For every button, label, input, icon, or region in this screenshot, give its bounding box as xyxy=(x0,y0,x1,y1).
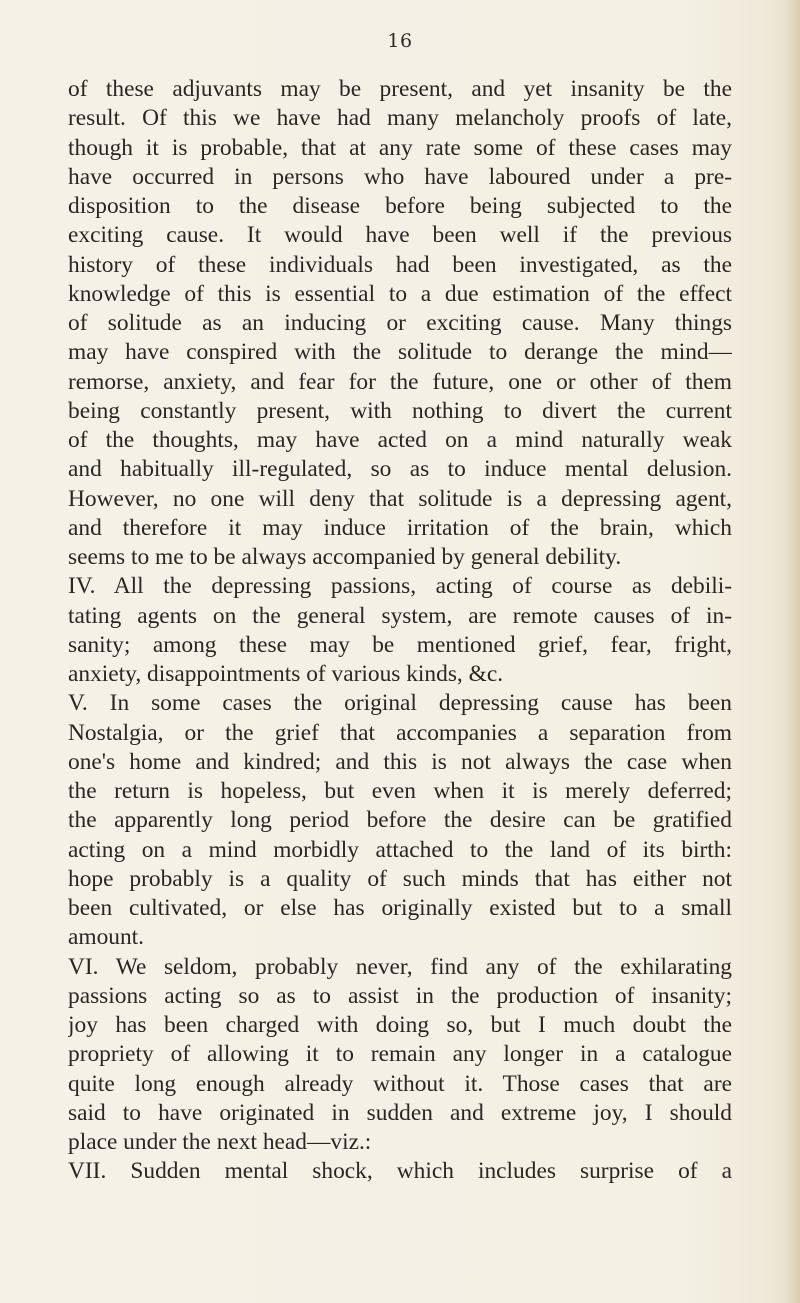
text-line: been cultivated, or else has originally existed but to a small xyxy=(68,895,732,921)
text-line: knowledge of this is essential to a due estimation of the effect xyxy=(68,280,732,307)
text-line: tating agents on the general system, are remote causes of in- xyxy=(68,602,732,629)
text-line: anxiety, disappointments of various kinds, &c. xyxy=(68,661,504,687)
text-line: being constantly present, with nothing to divert the current xyxy=(68,397,732,424)
text-line: acting on a mind morbidly attached to the land of its birth: xyxy=(68,836,732,863)
text-line: propriety of allowing it to remain any longer in a catalogue xyxy=(68,1041,732,1068)
text-line: history of these individuals had been investigated, as the xyxy=(68,251,732,278)
text-line: of solitude as an inducing or exciting cause. Many things xyxy=(68,310,732,336)
text-line: said to have originated in sudden and extreme joy, I should xyxy=(68,1099,732,1126)
page-edge-shadow xyxy=(786,0,800,1303)
text-line: V. In some cases the original depressing cause has been xyxy=(68,690,732,717)
text-line: joy has been charged with doing so, but I much doubt the xyxy=(68,1012,732,1038)
text-line: and therefore it may induce irritation of the brain, which xyxy=(68,514,732,541)
text-line: the return is hopeless, but even when it is merely deferred; xyxy=(68,778,732,804)
text-line: of these adjuvants may be present, and yet insanity be the xyxy=(68,76,732,102)
page-number: 16 xyxy=(387,30,413,52)
text-line: though it is probable, that at any rate some of these cases may xyxy=(68,134,732,161)
text-line: sanity; among these may be mentioned grief, fear, fright, xyxy=(68,631,732,658)
text-line: amount. xyxy=(68,924,145,951)
text-line: passions acting so as to assist in the production of insanity; xyxy=(68,982,732,1009)
text-line: the apparently long period before the desire can be gratified xyxy=(68,807,732,834)
text-line: exciting cause. It would have been well if the previous xyxy=(68,222,732,249)
text-line: result. Of this we have had many melancholy proofs of late, xyxy=(68,105,732,132)
text-line: remorse, anxiety, and fear for the future, one or other of them xyxy=(68,368,732,395)
text-line: Nostalgia, or the grief that accompanies a separation from xyxy=(68,719,732,746)
text-line: and habitually ill-regulated, so as to induce mental delusion. xyxy=(68,456,732,483)
body-text xyxy=(68,75,732,1187)
text-line: VII. Sudden mental shock, which includes surprise of a xyxy=(68,1158,732,1185)
text-line: However, no one will deny that solitude is a depressing agent, xyxy=(68,485,732,512)
text-line: disposition to the disease before being subjected to the xyxy=(68,193,732,219)
text-line: have occurred in persons who have laboured under a pre- xyxy=(68,163,732,190)
text-line: may have conspired with the solitude to derange the mind— xyxy=(68,339,732,366)
text-line: one's home and kindred; and this is not always the case when xyxy=(68,748,732,775)
text-line: place under the next head—viz.: xyxy=(68,1129,372,1155)
text-line: quite long enough already without it. Those cases that are xyxy=(68,1070,732,1097)
text-line: seems to me to be always accompanied by general debility. xyxy=(68,544,622,570)
text-line: IV. All the depressing passions, acting of course as debili- xyxy=(68,573,732,600)
text-line: hope probably is a quality of such minds that has either not xyxy=(68,865,732,892)
text-line: of the thoughts, may have acted on a mind naturally weak xyxy=(68,427,732,453)
text-line: VI. We seldom, probably never, find any of the exhilarating xyxy=(68,953,732,980)
